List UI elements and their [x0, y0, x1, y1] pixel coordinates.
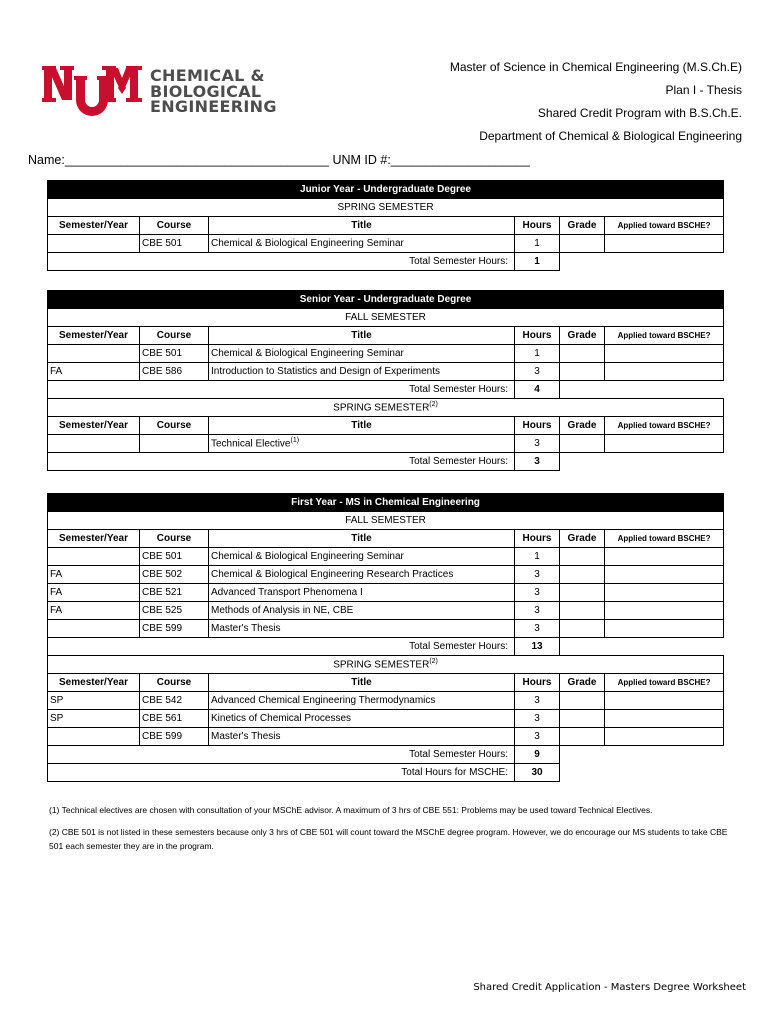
grade-cell[interactable]: [560, 435, 605, 453]
total-label: Total Semester Hours:: [48, 381, 515, 399]
hours-cell[interactable]: 1: [515, 548, 560, 566]
applied-cell[interactable]: [605, 235, 724, 253]
grade-cell[interactable]: [560, 602, 605, 620]
applied-cell[interactable]: [605, 548, 724, 566]
col-semester-year: Semester/Year: [48, 530, 140, 548]
col-applied: Applied toward BSCHE?: [605, 674, 724, 692]
first-ms-fall-label: FALL SEMESTER: [48, 512, 724, 530]
grade-cell[interactable]: [560, 692, 605, 710]
header-program: Shared Credit Program with B.S.Ch.E.: [537, 106, 742, 120]
title-cell[interactable]: Chemical & Biological Engineering Seminar: [209, 548, 515, 566]
col-applied: Applied toward BSCHE?: [605, 327, 724, 345]
title-cell[interactable]: Introduction to Statistics and Design of Experiments: [209, 363, 515, 381]
semester-cell[interactable]: SP: [48, 710, 140, 728]
col-grade: Grade: [560, 417, 605, 435]
junior-year-table: [47, 180, 724, 271]
title-cell[interactable]: Kinetics of Chemical Processes: [209, 710, 515, 728]
hours-cell[interactable]: 3: [515, 602, 560, 620]
col-title: Title: [209, 327, 515, 345]
col-semester-year: Semester/Year: [48, 417, 140, 435]
col-applied: Applied toward BSCHE?: [605, 217, 724, 235]
col-title: Title: [209, 674, 515, 692]
course-cell[interactable]: CBE 599: [140, 728, 209, 746]
course-cell[interactable]: CBE 599: [140, 620, 209, 638]
col-applied: Applied toward BSCHE?: [605, 417, 724, 435]
col-course: Course: [140, 217, 209, 235]
title-cell[interactable]: Methods of Analysis in NE, CBE: [209, 602, 515, 620]
applied-cell[interactable]: [605, 620, 724, 638]
col-title: Title: [209, 217, 515, 235]
department-logo-text: [150, 68, 277, 115]
table-row: [48, 235, 724, 253]
hours-cell[interactable]: 3: [515, 363, 560, 381]
semester-cell[interactable]: [48, 620, 140, 638]
grade-cell[interactable]: [560, 584, 605, 602]
total-label: Total Semester Hours:: [48, 638, 515, 656]
col-course: Course: [140, 674, 209, 692]
col-hours: Hours: [515, 417, 560, 435]
applied-cell[interactable]: [605, 728, 724, 746]
semester-cell[interactable]: FA: [48, 363, 140, 381]
col-grade: Grade: [560, 530, 605, 548]
grand-total-label: Total Hours for MSCHE:: [48, 764, 515, 782]
senior-year-band: Senior Year - Undergraduate Degree: [48, 291, 724, 309]
semester-cell[interactable]: SP: [48, 692, 140, 710]
hours-cell[interactable]: 3: [515, 710, 560, 728]
course-cell[interactable]: CBE 586: [140, 363, 209, 381]
applied-cell[interactable]: [605, 566, 724, 584]
applied-cell[interactable]: [605, 435, 724, 453]
junior-year-band: Junior Year - Undergraduate Degree: [48, 181, 724, 199]
title-cell[interactable]: Chemical & Biological Engineering Research Practices: [209, 566, 515, 584]
senior-spring-label: SPRING SEMESTER$^{(2)}$: [48, 399, 724, 417]
name-id-line[interactable]: Name:______________________________________ UNM ID #:____________________: [28, 153, 530, 167]
applied-cell[interactable]: [605, 710, 724, 728]
course-cell[interactable]: CBE 561: [140, 710, 209, 728]
hours-cell[interactable]: 1: [515, 345, 560, 363]
col-title: Title: [209, 530, 515, 548]
table-row: [48, 620, 724, 638]
footnote-1: (1) Technical electives are chosen with consultation of your MSChE advisor. A maximum of 3 hrs of CBE 551: Problems may be used toward Technical Electives.: [49, 805, 653, 815]
table-row: [48, 363, 724, 381]
senior-year-table: [47, 290, 724, 471]
table-row: [48, 728, 724, 746]
col-hours: Hours: [515, 530, 560, 548]
col-grade: Grade: [560, 674, 605, 692]
semester-cell[interactable]: FA: [48, 602, 140, 620]
total-hours: 4: [515, 381, 560, 399]
semester-cell[interactable]: [48, 435, 140, 453]
col-title: Title: [209, 417, 515, 435]
col-applied: Applied toward BSCHE?: [605, 530, 724, 548]
semester-cell[interactable]: FA: [48, 566, 140, 584]
hours-cell[interactable]: 3: [515, 728, 560, 746]
total-label: Total Semester Hours:: [48, 253, 515, 271]
total-hours: 1: [515, 253, 560, 271]
first-year-ms-table: [47, 493, 724, 782]
total-hours: 13: [515, 638, 560, 656]
logo-line-3: ENGINEERING: [150, 97, 277, 116]
unm-logo: [42, 64, 142, 126]
col-semester-year: Semester/Year: [48, 674, 140, 692]
table-row: [48, 710, 724, 728]
course-cell[interactable]: CBE 525: [140, 602, 209, 620]
course-cell[interactable]: CBE 521: [140, 584, 209, 602]
grade-cell[interactable]: [560, 363, 605, 381]
col-hours: Hours: [515, 674, 560, 692]
semester-cell[interactable]: [48, 235, 140, 253]
col-course: Course: [140, 417, 209, 435]
footnote-2: (2) CBE 501 is not listed in these semesters because only 3 hrs of CBE 501 will count toward the MSChE degree program. However, we do encourage our MS students to take CBE 501 each semester they are in the program.: [49, 827, 728, 851]
semester-cell[interactable]: FA: [48, 584, 140, 602]
table-row: [48, 566, 724, 584]
course-cell[interactable]: CBE 501: [140, 345, 209, 363]
document-header: [450, 56, 742, 148]
col-hours: Hours: [515, 327, 560, 345]
hours-cell[interactable]: 3: [515, 692, 560, 710]
grand-total-hours: 30: [515, 764, 560, 782]
table-row: [48, 345, 724, 363]
col-course: Course: [140, 530, 209, 548]
title-cell[interactable]: Technical Elective$^{(1)}$: [209, 435, 515, 453]
junior-spring-label: SPRING SEMESTER: [48, 199, 724, 217]
table-row: [48, 548, 724, 566]
hours-cell[interactable]: 3: [515, 620, 560, 638]
grade-cell[interactable]: [560, 566, 605, 584]
grade-cell[interactable]: [560, 345, 605, 363]
col-grade: Grade: [560, 217, 605, 235]
title-cell[interactable]: Chemical & Biological Engineering Seminar: [209, 345, 515, 363]
header-degree: Master of Science in Chemical Engineering (M.S.Ch.E): [449, 60, 742, 74]
course-cell[interactable]: CBE 501: [140, 548, 209, 566]
header-plan: Plan I - Thesis: [665, 83, 742, 97]
grade-cell[interactable]: [560, 710, 605, 728]
logo-line-2: BIOLOGICAL: [150, 81, 262, 101]
applied-cell[interactable]: [605, 692, 724, 710]
course-cell[interactable]: CBE 501: [140, 235, 209, 253]
applied-cell[interactable]: [605, 363, 724, 381]
applied-cell[interactable]: [605, 584, 724, 602]
col-semester-year: Semester/Year: [48, 327, 140, 345]
title-cell[interactable]: Master's Thesis: [209, 620, 515, 638]
table-row: [48, 692, 724, 710]
first-ms-spring-label: SPRING SEMESTER$^{(2)}$: [48, 656, 724, 674]
hours-cell[interactable]: 3: [515, 584, 560, 602]
course-cell[interactable]: CBE 542: [140, 692, 209, 710]
total-hours: 9: [515, 746, 560, 764]
table-row: [48, 602, 724, 620]
page-footer: Shared Credit Application - Masters Degree Worksheet: [473, 982, 746, 993]
header-department: Department of Chemical & Biological Engineering: [479, 129, 742, 143]
col-course: Course: [140, 327, 209, 345]
applied-cell[interactable]: [605, 602, 724, 620]
applied-cell[interactable]: [605, 345, 724, 363]
col-hours: Hours: [515, 217, 560, 235]
total-label: Total Semester Hours:: [48, 453, 515, 471]
title-cell[interactable]: Advanced Chemical Engineering Thermodynamics: [209, 692, 515, 710]
hours-cell[interactable]: 3: [515, 435, 560, 453]
semester-cell[interactable]: [48, 728, 140, 746]
grade-cell[interactable]: [560, 728, 605, 746]
title-cell[interactable]: Advanced Transport Phenomena I: [209, 584, 515, 602]
senior-fall-label: FALL SEMESTER: [48, 309, 724, 327]
hours-cell[interactable]: 1: [515, 235, 560, 253]
semester-cell[interactable]: [48, 548, 140, 566]
title-cell[interactable]: Master's Thesis: [209, 728, 515, 746]
course-cell[interactable]: CBE 502: [140, 566, 209, 584]
total-hours: 3: [515, 453, 560, 471]
table-row: [48, 584, 724, 602]
grade-cell[interactable]: [560, 548, 605, 566]
total-label: Total Semester Hours:: [48, 746, 515, 764]
logo-line-1: CHEMICAL &: [150, 66, 265, 85]
hours-cell[interactable]: 3: [515, 566, 560, 584]
first-ms-band: First Year - MS in Chemical Engineering: [48, 494, 724, 512]
semester-cell[interactable]: [48, 345, 140, 363]
col-semester-year: Semester/Year: [48, 217, 140, 235]
grade-cell[interactable]: [560, 235, 605, 253]
title-cell[interactable]: Chemical & Biological Engineering Seminar: [209, 235, 515, 253]
grade-cell[interactable]: [560, 620, 605, 638]
col-grade: Grade: [560, 327, 605, 345]
table-row: [48, 435, 724, 453]
course-cell[interactable]: [140, 435, 209, 453]
